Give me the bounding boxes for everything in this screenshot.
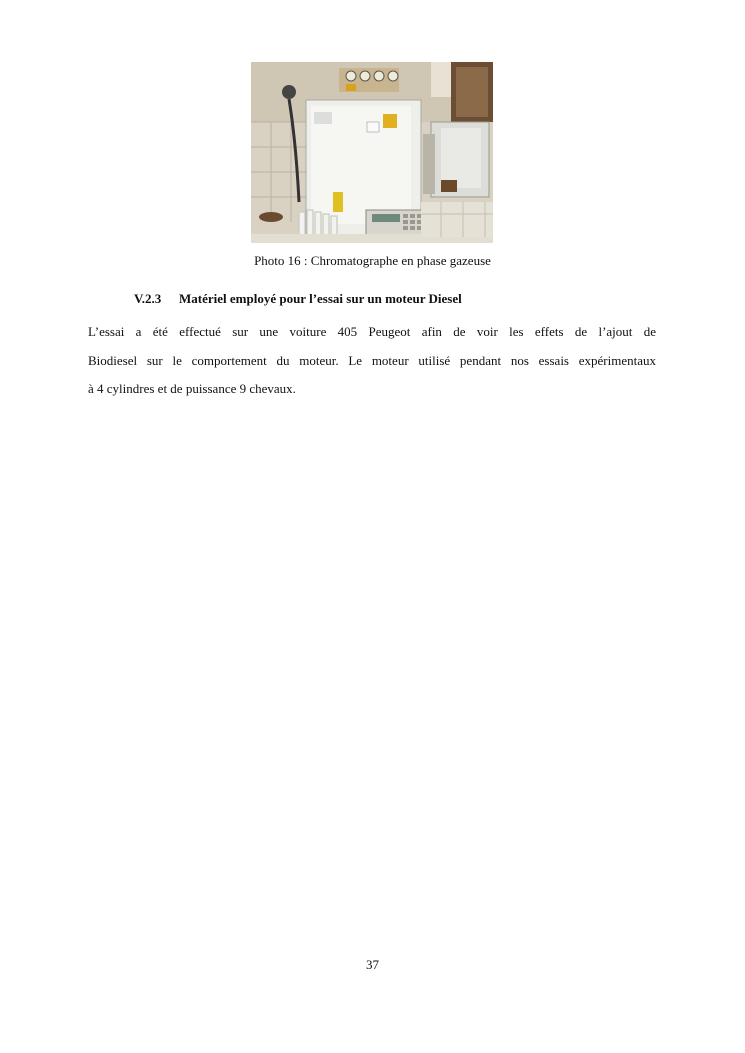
body-paragraph xyxy=(88,318,656,404)
paragraph-line: Biodiesel sur le comportement du moteur. Le moteur utilisé pendant nos essais expérimentaux xyxy=(88,352,656,368)
section-title: Matériel employé pour l’essai sur un moteur Diesel xyxy=(179,291,462,306)
section-heading xyxy=(134,290,462,308)
figure-caption: Photo 16 : Chromatographe en phase gazeuse xyxy=(254,253,491,268)
chromatograph-photo xyxy=(251,62,493,243)
section-number: V.2.3 xyxy=(134,291,162,306)
paragraph-line: à 4 cylindres et de puissance 9 chevaux. xyxy=(88,381,296,396)
paragraph-line: L’essai a été effectué sur une voiture 405 Peugeot afin de voir les effets de l’ajout de xyxy=(88,324,656,339)
page-number: 37 xyxy=(366,957,379,972)
